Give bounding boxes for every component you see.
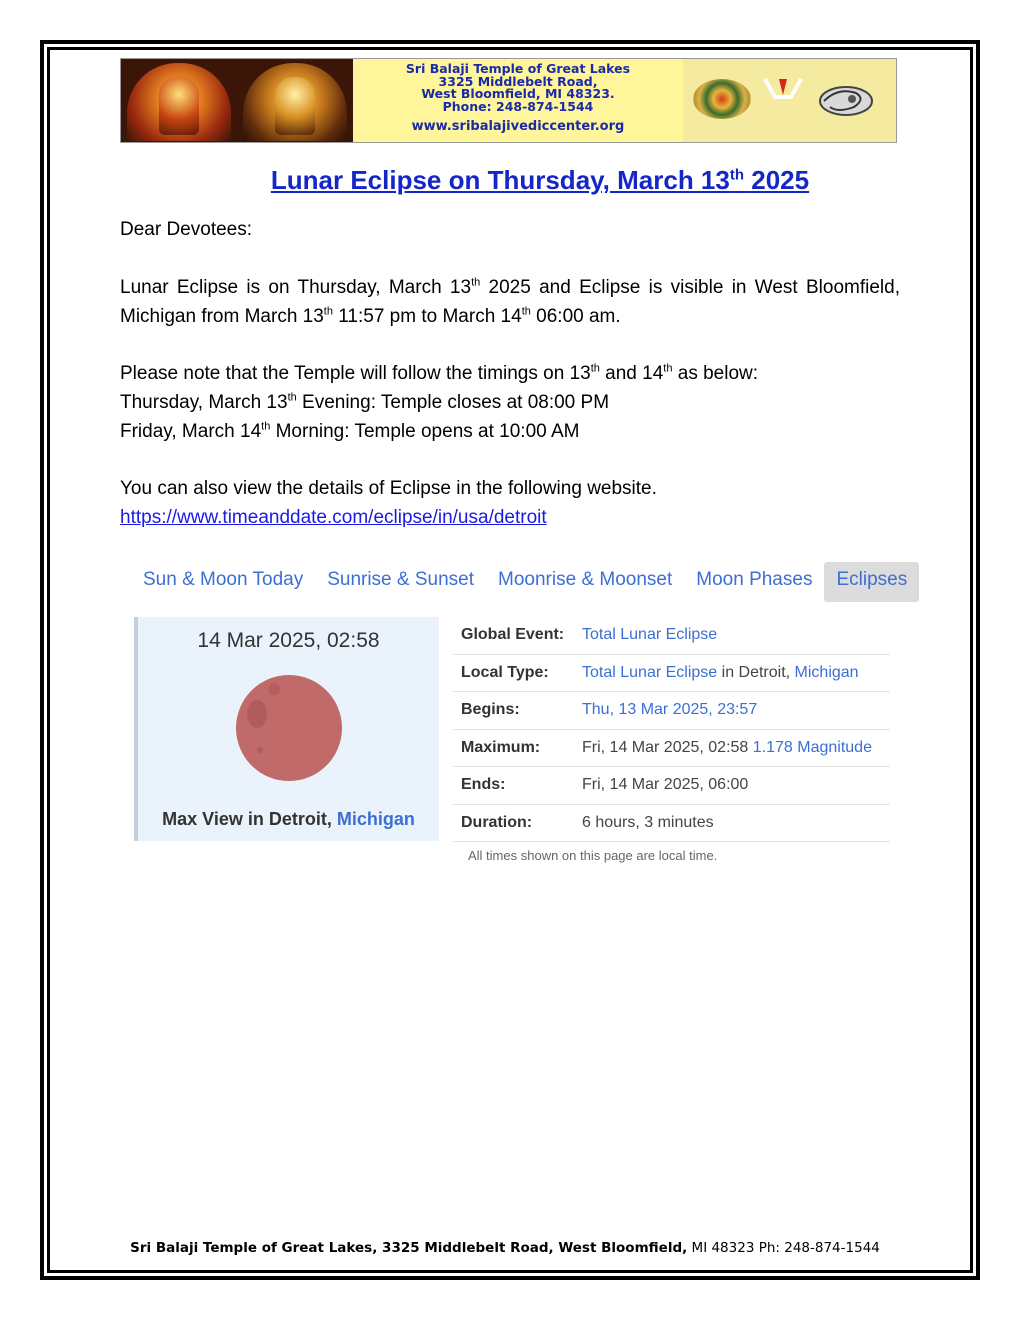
local-state-link[interactable]: Michigan: [794, 663, 859, 681]
website-paragraph: You can also view the details of Eclipse in the following website. https://www.timeanddate.com/eclipse/in/usa/detroit: [120, 478, 657, 528]
banner-line3: West Bloomfield, MI 48323.: [421, 86, 615, 101]
table-row: [453, 692, 890, 730]
table-row: [453, 617, 890, 654]
magnitude-link[interactable]: 1.178 Magnitude: [752, 738, 872, 756]
timings-paragraph: Please note that the Temple will follow the timings on 13th and 14th as below: Thursday, March 13th Evening: Temple closes at 08:00 PM Friday, March 14th Morning: Temple opens at 10:00 AM: [120, 359, 900, 446]
page-title: Lunar Eclipse on Thursday, March 13th 2025: [270, 165, 810, 195]
deity-image-left: [121, 59, 237, 142]
table-row: Local Type: Total Lunar Eclipse in Detroit, Michigan: [453, 654, 890, 692]
maximum-label: Maximum:: [453, 729, 574, 767]
greeting: Dear Devotees:: [120, 219, 253, 240]
table-row: [453, 767, 890, 805]
eclipse-info-table: [453, 617, 890, 842]
ends-label: Ends:: [453, 767, 574, 805]
page-footer: Sri Balaji Temple of Great Lakes, 3325 Middlebelt Road, West Bloomfield, MI 48323 Ph: 248-874-1544: [130, 1240, 880, 1256]
duration-value: 6 hours, 3 minutes: [574, 804, 890, 842]
timeanddate-tabs: [131, 562, 919, 602]
religious-symbols: [683, 59, 896, 142]
local-time-note: All times shown on this page are local time.: [468, 848, 718, 863]
friday-timing: Friday, March 14th Morning: Temple opens at 10:00 AM: [120, 420, 580, 442]
temple-banner: [120, 58, 897, 143]
chakra-icon: [693, 79, 751, 119]
timeanddate-link[interactable]: https://www.timeanddate.com/eclipse/in/usa/detroit: [120, 507, 547, 528]
namam-icon: [761, 77, 805, 99]
tab-moonrise-moonset[interactable]: Moonrise & Moonset: [498, 569, 673, 590]
tab-sunrise-sunset[interactable]: Sunrise & Sunset: [327, 569, 475, 590]
table-row: [453, 729, 890, 767]
michigan-link[interactable]: Michigan: [336, 809, 415, 829]
max-view-caption: Max View in Detroit, Michigan: [162, 809, 415, 829]
banner-address: [353, 59, 683, 142]
deity-image-right: [237, 59, 353, 142]
eclipsed-moon-icon: [235, 674, 343, 782]
banner-line1: Sri Balaji Temple of Great Lakes: [405, 61, 631, 76]
max-view-datetime: 14 Mar 2025, 02:58: [197, 629, 380, 652]
local-type-link[interactable]: Total Lunar Eclipse: [582, 663, 718, 681]
eclipse-paragraph: Lunar Eclipse is on Thursday, March 13th 2025 and Eclipse is visible in West Bloomfield, Michigan from March 13th 11:57 pm to March 14th 06:00 am.: [120, 276, 900, 327]
duration-label: Duration:: [453, 804, 574, 842]
tab-moon-phases[interactable]: Moon Phases: [696, 569, 813, 590]
global-event-label: Global Event:: [453, 617, 574, 654]
global-event-link[interactable]: Total Lunar Eclipse: [582, 626, 718, 644]
tab-sun-moon-today[interactable]: Sun & Moon Today: [143, 569, 304, 590]
local-type-label: Local Type:: [453, 654, 574, 692]
begins-label: Begins:: [453, 692, 574, 730]
maximum-value: Fri, 14 Mar 2025, 02:58: [582, 738, 753, 756]
max-view-panel: [134, 617, 439, 841]
banner-line2: 3325 Middlebelt Road,: [438, 73, 598, 89]
table-row: [453, 804, 890, 842]
ends-value: Fri, 14 Mar 2025, 06:00: [574, 767, 890, 805]
begins-link[interactable]: Thu, 13 Mar 2025, 23:57: [582, 701, 758, 719]
banner-website: www.sribalajivediccenter.org: [411, 119, 625, 134]
conch-icon: [816, 81, 876, 121]
banner-line4: Phone: 248-874-1544: [442, 98, 594, 114]
thursday-timing: Thursday, March 13th Evening: Temple closes at 08:00 PM: [120, 391, 610, 413]
tab-eclipses[interactable]: Eclipses: [824, 562, 919, 602]
